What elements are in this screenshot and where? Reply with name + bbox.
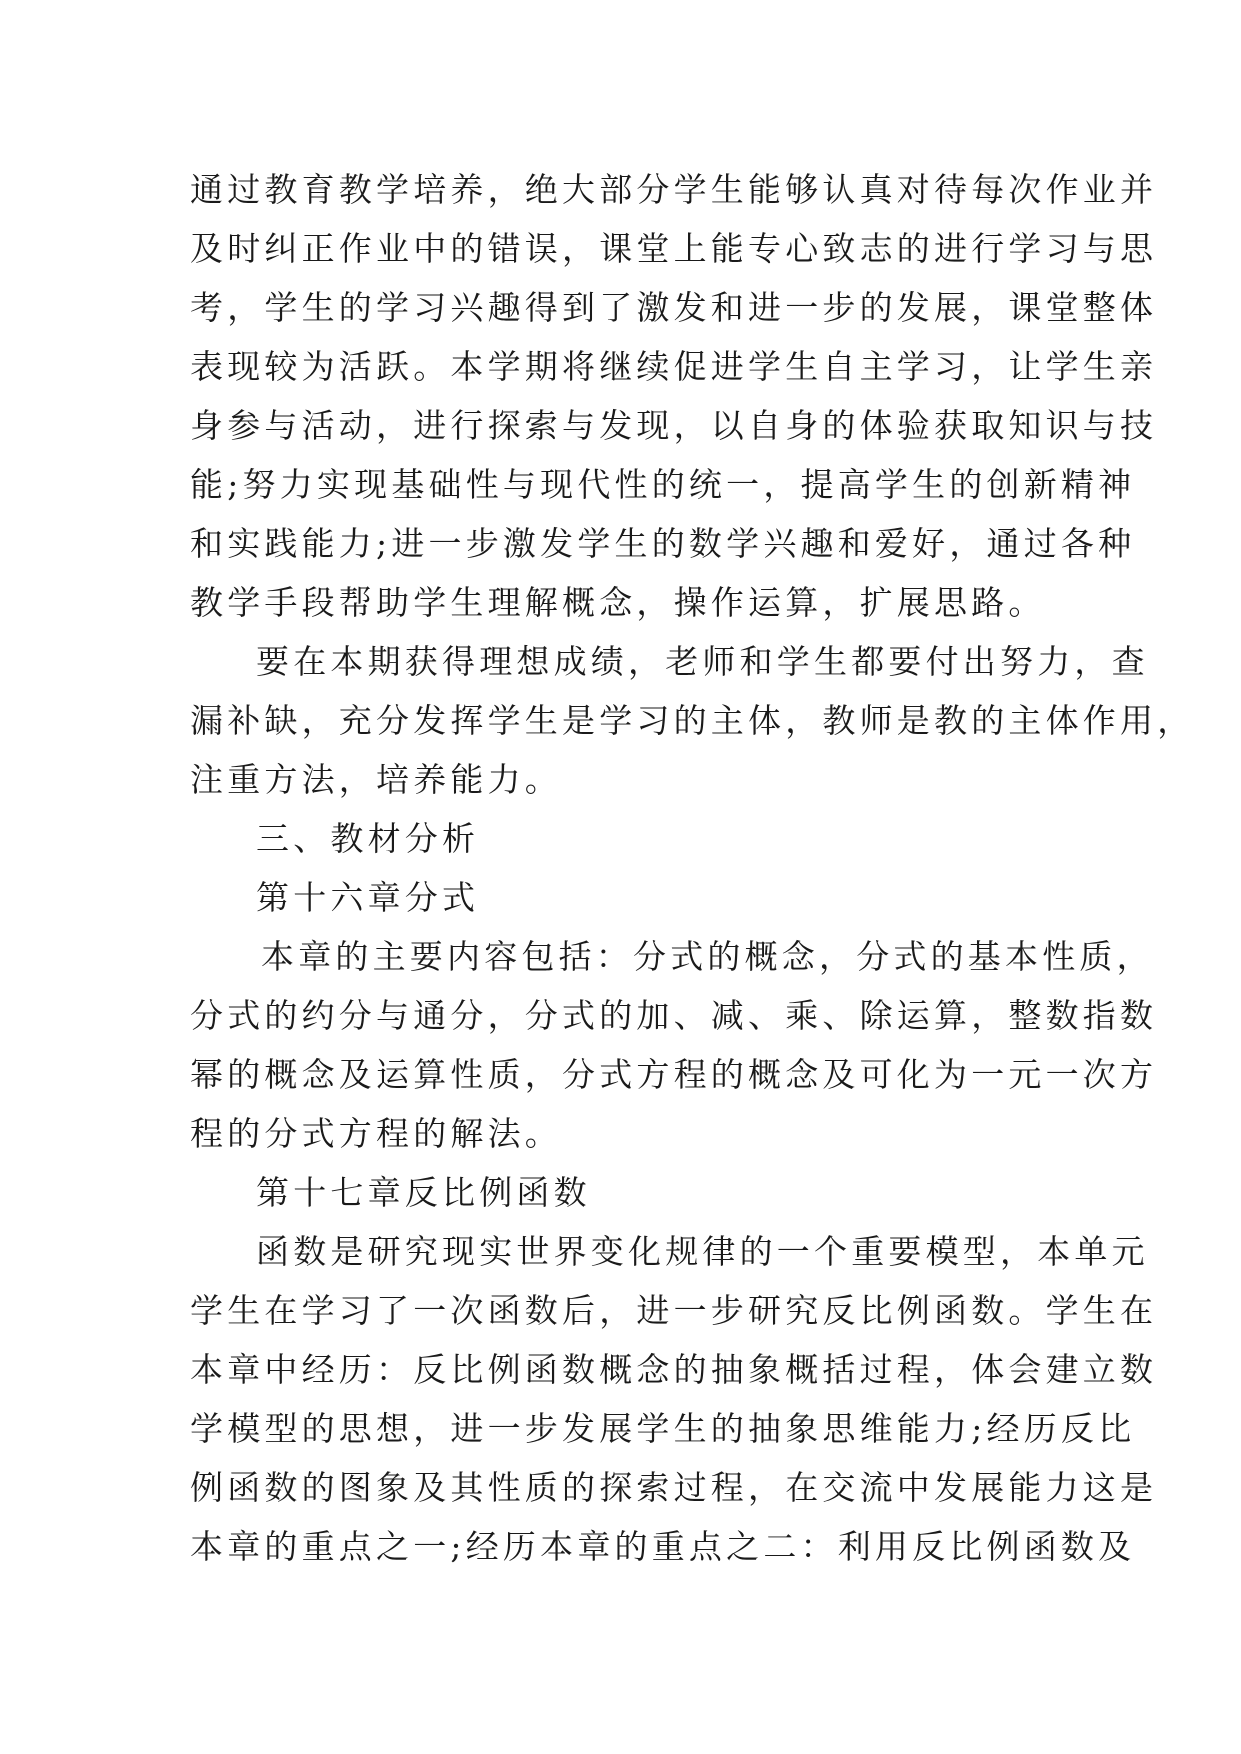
text-line: 注重方法，培养能力。	[190, 760, 562, 799]
paragraph-start-line: 要在本期获得理想成绩，老师和学生都要付出努力，查	[256, 642, 1149, 681]
text-line: 和实践能力;进一步激发学生的数学兴趣和爱好，通过各种	[190, 524, 1136, 563]
paragraph-start-line: 函数是研究现实世界变化规律的一个重要模型，本单元	[256, 1232, 1149, 1271]
body-text	[190, 160, 1195, 1576]
text-line: 学模型的思想，进一步发展学生的抽象思维能力;经历反比	[190, 1409, 1136, 1448]
text-line: 学生在学习了一次函数后，进一步研究反比例函数。学生在	[190, 1291, 1158, 1330]
text-line: 考，学生的学习兴趣得到了激发和进一步的发展，课堂整体	[190, 288, 1158, 327]
text-line: 本章中经历：反比例函数概念的抽象概括过程，体会建立数	[190, 1350, 1158, 1389]
text-line: 能;努力实现基础性与现代性的统一，提高学生的创新精神	[190, 465, 1136, 504]
text-line: 本章的重点之一;经历本章的重点之二：利用反比例函数及	[190, 1527, 1136, 1566]
text-line: 通过教育教学培养，绝大部分学生能够认真对待每次作业并	[190, 170, 1158, 209]
text-line: 程的分式方程的解法。	[190, 1114, 562, 1153]
section-heading: 三、教材分析	[256, 819, 480, 858]
text-line: 漏补缺，充分发挥学生是学习的主体，教师是教的主体作用，	[190, 701, 1195, 740]
chapter-heading: 第十六章分式	[256, 878, 480, 917]
text-line: 例函数的图象及其性质的探索过程，在交流中发展能力这是	[190, 1468, 1158, 1507]
text-line: 及时纠正作业中的错误，课堂上能专心致志的进行学习与思	[190, 229, 1158, 268]
chapter-heading: 第十七章反比例函数	[256, 1173, 591, 1212]
text-line: 分式的约分与通分，分式的加、减、乘、除运算，整数指数	[190, 996, 1158, 1035]
text-line: 表现较为活跃。本学期将继续促进学生自主学习，让学生亲	[190, 347, 1158, 386]
text-line: 幂的概念及运算性质，分式方程的概念及可化为一元一次方	[190, 1055, 1158, 1094]
text-line: 教学手段帮助学生理解概念，操作运算，扩展思路。	[190, 583, 1046, 622]
text-line: 身参与活动，进行探索与发现，以自身的体验获取知识与技	[190, 406, 1158, 445]
paragraph-start-line: 本章的主要内容包括：分式的概念，分式的基本性质，	[261, 937, 1154, 976]
